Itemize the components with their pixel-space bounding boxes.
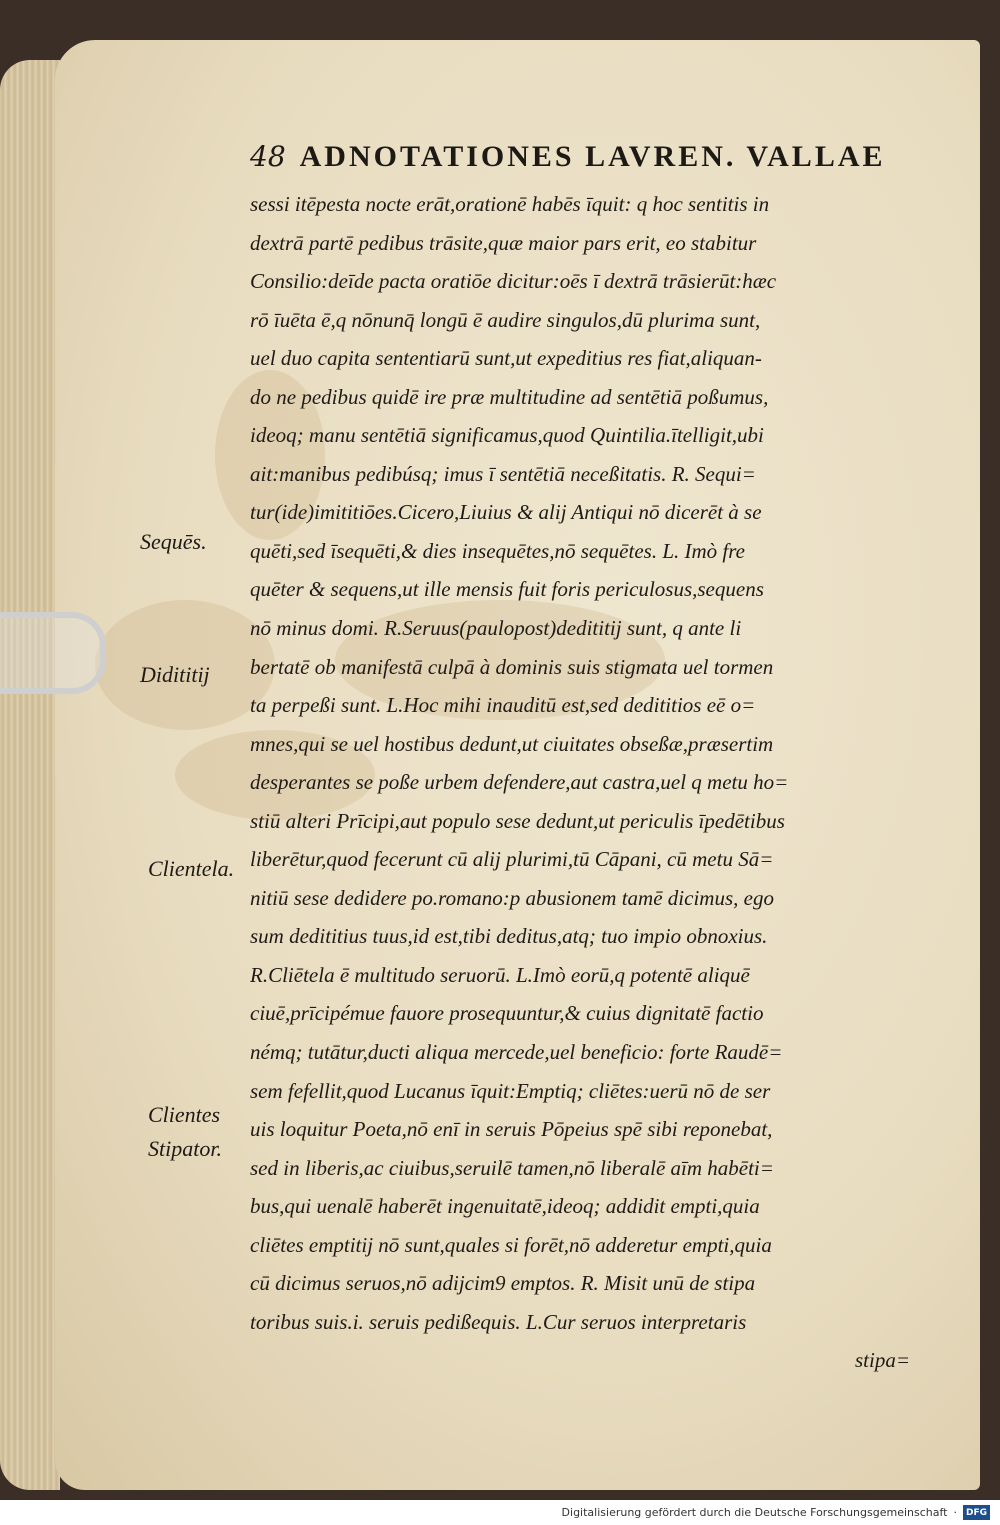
text-line: quēti,sed īsequēti,& dies insequētes,nō sequētes. L. Imò fre xyxy=(250,538,745,563)
body-text xyxy=(250,185,910,1380)
text-line: ta perpeßi sunt. L.Hoc mihi inauditū est,sed dedititios eē o= xyxy=(250,693,756,718)
text-line: némq; tutātur,ducti aliqua mercede,uel beneficio: forte Raudē= xyxy=(250,1040,783,1065)
text-line: cliētes emptitij nō sunt,quales si forēt,nō adderetur empti,quia xyxy=(250,1232,772,1257)
text-line: sum dedititius tuus,id est,tibi deditus,atq; tuo impio obnoxius. xyxy=(250,924,768,949)
text-line: nitiū sese dedidere po.romano:p abusionem tamē dicimus, ego xyxy=(250,885,774,910)
running-head: ADNOTATIONES LAVREN. VALLAE xyxy=(299,140,886,173)
margin-note-stipator: Stipator. xyxy=(148,1136,222,1161)
text-line: uel duo capita sententiarū sunt,ut expeditius res fiat,aliquan- xyxy=(250,346,762,371)
page-number: 48 xyxy=(250,140,286,173)
margin-note-clientela: Clientela. xyxy=(148,856,235,881)
book-page-edges xyxy=(0,60,60,1490)
page-header xyxy=(250,140,910,180)
text-line: tur(ide)imititiōes.Cicero,Liuius & alij Antiqui nō dicerēt à se xyxy=(250,500,762,525)
digitization-footer: Digitalisierung gefördert durch die Deutsche Forschungsgemeinschaft · DFG xyxy=(0,1500,1000,1525)
text-line: stiū alteri Prīcipi,aut populo sese dedunt,ut periculis īpedētibus xyxy=(250,808,785,833)
margin-note-sequens: Sequēs. xyxy=(140,529,207,554)
text-line: bertatē ob manifestā culpā à dominis suis stigmata uel tormen xyxy=(250,654,774,679)
text-line: do ne pedibus quidē ire præ multitudine ad sentētiā poßumus, xyxy=(250,384,769,409)
text-line: Consilio:deīde pacta oratiōe dicitur:oēs ī dextrā trāsierūt:hæc xyxy=(250,269,777,294)
text-line: ait:manibus pedibúsq; imus ī sentētiā neceßitatis. R. Sequi= xyxy=(250,461,756,486)
text-line: ideoq; manu sentētiā significamus,quod Quintilia.ītelligit,ubi xyxy=(250,423,764,448)
text-line: toribus suis.i. seruis pedißequis. L.Cur seruos interpretaris xyxy=(250,1309,747,1334)
dfg-logo-icon: DFG xyxy=(963,1505,990,1520)
text-line: uis loquitur Poeta,nō enī in seruis Pōpeius spē sibi reponebat, xyxy=(250,1117,773,1142)
text-line: stipa= xyxy=(854,1348,910,1373)
text-line: R.Cliētela ē multitudo seruorū. L.Imò eorū,q potentē aliquē xyxy=(250,962,750,987)
margin-note-clientes: Clientes xyxy=(148,1102,221,1127)
text-line: cū dicimus seruos,nō adijcim9 emptos. R. Misit unū de stipa xyxy=(250,1271,756,1296)
text-line: rō īuēta ē,q nōnunq̄ longū ē audire singulos,dū plurima sunt, xyxy=(250,307,761,332)
text-line: sessi itēpesta nocte erāt,orationē habēs īquit: q hoc sentitis in xyxy=(250,192,770,216)
text-line: mnes,qui se uel hostibus dedunt,ut ciuitates obseßæ,præsertim xyxy=(250,731,774,756)
text-line: bus,qui uenalē haberēt ingenuitatē,ideoq; addidit empti,quia xyxy=(250,1194,760,1219)
text-line: desperantes se poße urbem defendere,aut castra,uel q metu ho= xyxy=(250,770,789,795)
text-line: liberētur,quod fecerunt cū alij plurimi,tū Cāpani, cū metu Sā= xyxy=(250,847,774,872)
text-line: quēter & sequens,ut ille mensis fuit foris periculosus,sequens xyxy=(250,577,764,602)
text-line: sed in liberis,ac ciuibus,seruilē tamen,nō liberalē aīm habēti= xyxy=(250,1155,774,1180)
text-line: ciuē,prīcipémue fauore prosequuntur,& cuius dignitatē factio xyxy=(250,1001,764,1026)
text-line: sem fefellit,quod Lucanus īquit:Emptiq; cliētes:uerū nō de ser xyxy=(250,1078,771,1103)
text-line: nō minus domi. R.Seruus(paulopost)dedititij sunt, q ante li xyxy=(250,616,742,641)
text-line: dextrā partē pedibus trāsite,quæ maior pars erit, eo stabitur xyxy=(250,230,757,255)
funding-credit: Digitalisierung gefördert durch die Deutsche Forschungsgemeinschaft xyxy=(561,1506,948,1519)
page-clip xyxy=(0,612,106,694)
margin-note-didititij: Didititij xyxy=(140,662,210,687)
